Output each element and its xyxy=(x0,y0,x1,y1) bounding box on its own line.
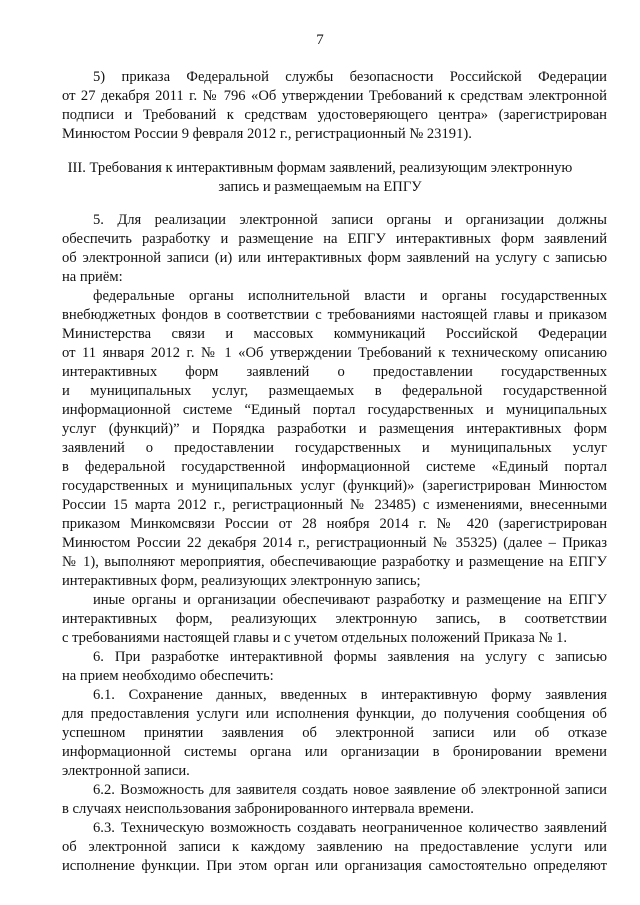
text-line: на прием необходимо обеспечить: xyxy=(62,668,274,684)
text-line: иные органы и организации обеспечивают разработку и размещение на ЕПГУ xyxy=(93,592,607,608)
text-line: 5. Для реализации электронной записи органы и организации должны xyxy=(93,212,607,228)
text-line: и муниципальных услуг, размещаемых в федеральной государственной xyxy=(62,383,607,399)
text-line: на приём: xyxy=(62,269,123,285)
text-line: Минюстом России 22 декабря 2014 г., регистрационный № 35325) (далее – Приказ xyxy=(62,535,607,551)
text-line: внебюджетных фондов в соответствии с требованиями настоящей главы и приказом xyxy=(62,307,607,323)
text-line: интерактивных форм, реализующих электронную запись; xyxy=(62,573,421,589)
text-line: услуг (функций)” и Порядка разработки и размещения интерактивных форм xyxy=(62,421,607,437)
text-line: приказом Минкомсвязи России от 28 ноября 2014 г. № 420 (зарегистрирован xyxy=(62,516,607,532)
text-line: федеральные органы исполнительной власти и органы государственных xyxy=(93,288,607,304)
text-line: государственных и муниципальных услуг (функций)» (зарегистрирован Минюстом xyxy=(62,478,607,494)
text-line: информационной системе “Единый портал государственных и муниципальных xyxy=(62,402,607,418)
text-line: интерактивных форм, реализующих электронную запись, в соответствии xyxy=(62,611,607,627)
text-line: 6. При разработке интерактивной формы заявления на услугу с записью xyxy=(93,649,607,665)
text-line: электронной записи. xyxy=(62,763,190,779)
text-line: от 11 января 2012 г. № 1 «Об утверждении Требований к техническому описанию xyxy=(62,345,607,361)
section-heading: III. Требования к интерактивным формам заявлений, реализующим электронную xyxy=(67,160,573,176)
section-heading: запись и размещаемым на ЕПГУ xyxy=(218,179,422,195)
text-line: интерактивных форм заявлений о предоставлении государственных xyxy=(62,364,607,380)
page-number: 7 xyxy=(316,32,324,48)
text-line: об электронной записи к каждому заявлению на предоставление услуги или xyxy=(62,839,607,855)
text-line: 6.3. Техническую возможность создавать неограниченное количество заявлений xyxy=(93,820,607,836)
text-line: 6.2. Возможность для заявителя создать новое заявление об электронной записи xyxy=(93,782,607,798)
text-line: информационной системы органа или организации в бронировании времени xyxy=(62,744,607,760)
text-line: № 1), выполняют мероприятия, обеспечивающие разработку и размещение на ЕПГУ xyxy=(62,554,607,570)
text-line: в федеральной государственной информационной системе «Единый портал xyxy=(62,459,607,475)
text-line: исполнение функции. При этом орган или организация самостоятельно определяют xyxy=(62,858,607,874)
text-line: для предоставления услуги или исполнения функции, до получения сообщения об xyxy=(62,706,607,722)
text-line: 6.1. Сохранение данных, введенных в интерактивную форму заявления xyxy=(93,687,607,703)
text-line: от 27 декабря 2011 г. № 796 «Об утверждении Требований к средствам электронной xyxy=(62,88,607,104)
text-line: подписи и Требований к средствам удостоверяющего центра» (зарегистрирован xyxy=(62,107,607,123)
text-line: обеспечить разработку и размещение на ЕПГУ интерактивных форм заявлений xyxy=(62,231,607,247)
text-line: Министерства связи и массовых коммуникаций Российской Федерации xyxy=(62,326,607,342)
text-line: 5) приказа Федеральной службы безопасности Российской Федерации xyxy=(93,69,607,85)
text-line: заявлений о предоставлении государственных и муниципальных услуг xyxy=(62,440,607,456)
text-line: России 15 марта 2012 г., регистрационный № 23485) с изменениями, внесенными xyxy=(62,497,607,513)
text-line: об электронной записи (и) или интерактивных форм заявлений на услугу с записью xyxy=(62,250,607,266)
text-line: успешном принятии заявления об электронной записи или об отказе xyxy=(62,725,607,741)
text-line: в случаях неиспользования забронированного интервала времени. xyxy=(62,801,474,817)
text-line: Минюстом России 9 февраля 2012 г., регистрационный № 23191). xyxy=(62,126,472,142)
text-line: с требованиями настоящей главы и с учетом отдельных положений Приказа № 1. xyxy=(62,630,568,646)
